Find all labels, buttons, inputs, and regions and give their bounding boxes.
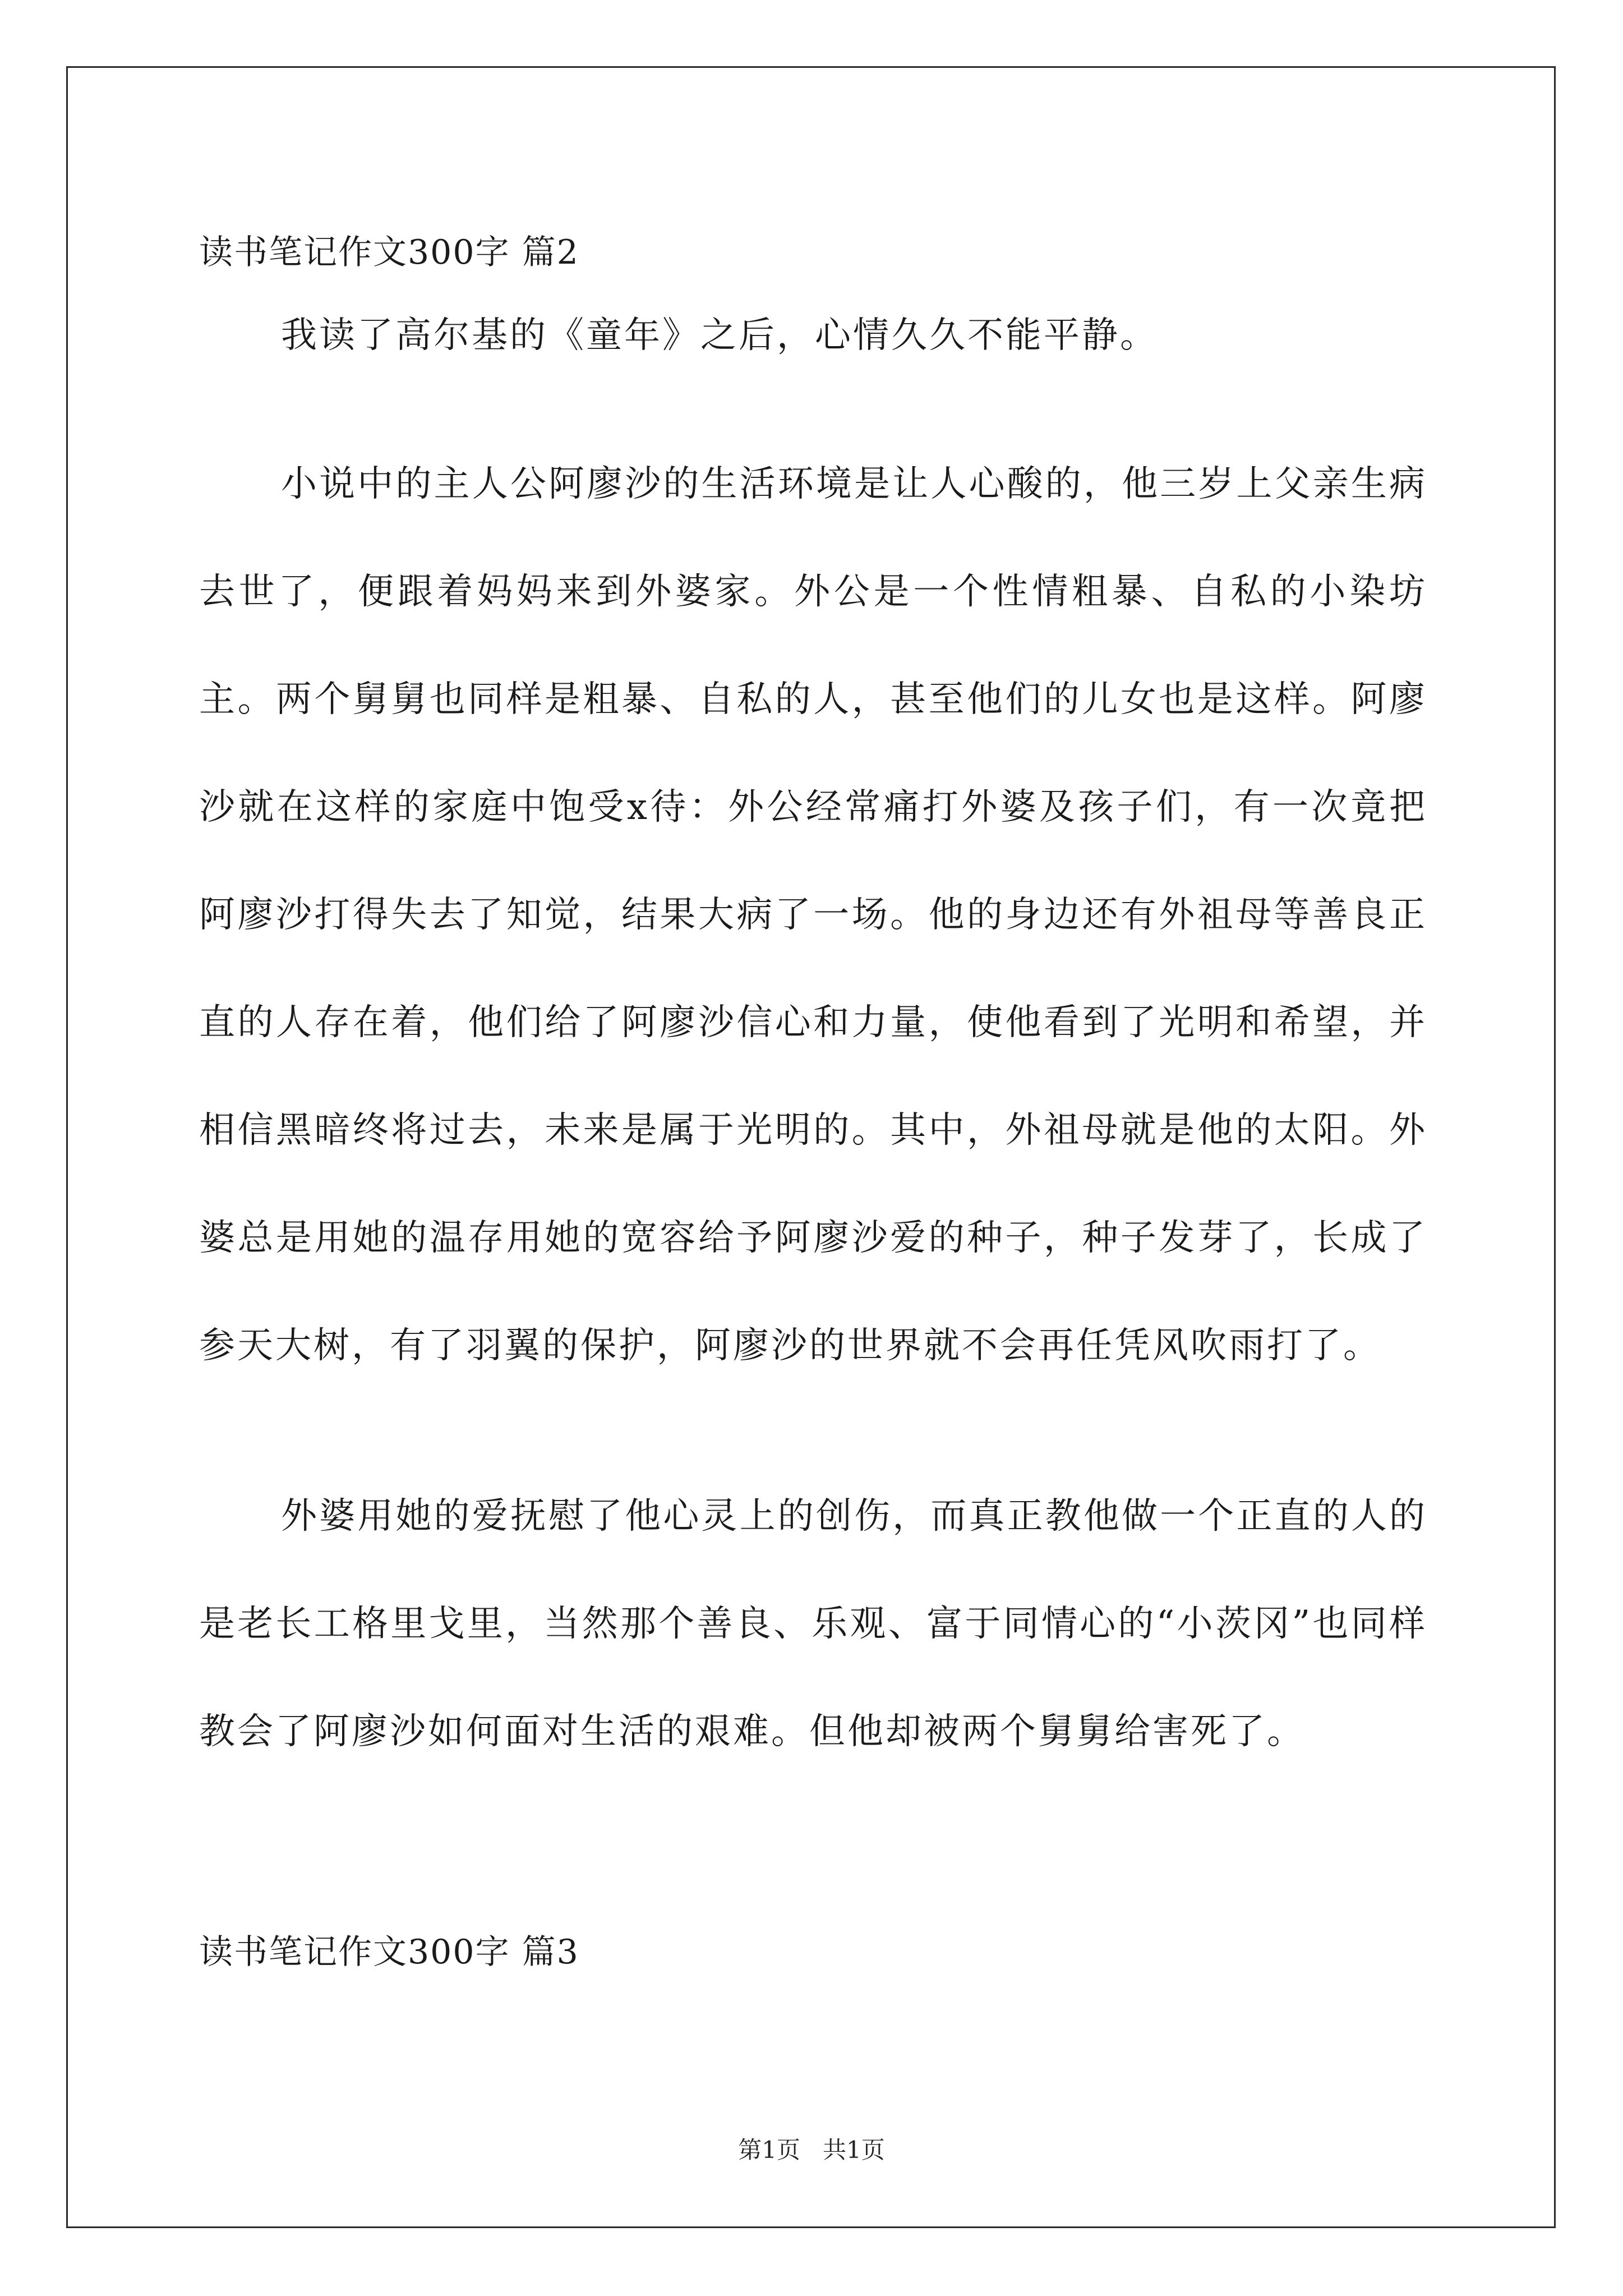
paragraph-2: 小说中的主人公阿廖沙的生活环境是让人心酸的，他三岁上父亲生病去世了，便跟着妈妈来到外婆家。外公是一个性情粗暴、自私的小染坊主。两个舅舅也同样是粗暴、自私的人，甚至他们的儿女也是这样。阿廖沙就在这样的家庭中饱受x待：外公经常痛打外婆及孩子们，有一次竟把阿廖沙打得失去了知觉，结果大病了一场。他的身边还有外祖母等善良正直的人存在着，他们给了阿廖沙信心和力量，使他看到了光明和希望，并相信黑暗终将过去，未来是属于光明的。其中，外祖母就是他的太阳。外婆总是用她的温存用她的宽容给予阿廖沙爱的种子，种子发芽了，长成了参天大树，有了羽翼的保护，阿廖沙的世界就不会再任凭风吹雨打了。: [199, 463, 1427, 1366]
section-heading-2: 读书笔记作文300字 篇2: [199, 233, 579, 272]
page-number: 第1页 共1页: [738, 2136, 885, 2164]
paragraph-3: 外婆用她的爱抚慰了他心灵上的创伤，而真正教他做一个正直的人的是老长工格里戈里，当然那个善良、乐观、富于同情心的“小茨冈”也同样教会了阿廖沙如何面对生活的艰难。但他却被两个舅舅给害死了。: [199, 1496, 1427, 1752]
section-heading-3: 读书笔记作文300字 篇3: [199, 1932, 579, 1972]
paragraph-1: 我读了高尔基的《童年》之后，心情久久不能平静。: [281, 315, 1158, 356]
